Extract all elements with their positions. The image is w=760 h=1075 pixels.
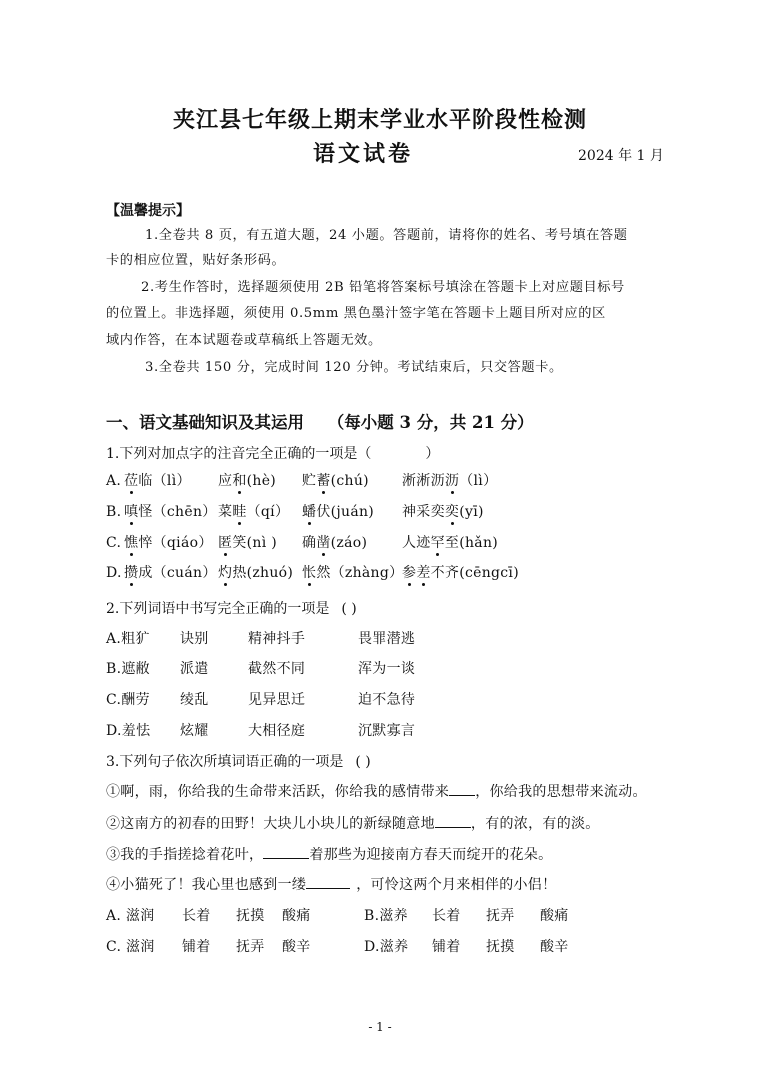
q3-c-4: 酸辛 <box>282 939 311 955</box>
q2-b-4: 浑为一谈 <box>358 661 416 677</box>
q1-option-b: B. 嗔怪（chēn）菜畦（qí） 蟠伏(juán) 神采奕奕(yī) <box>106 501 484 521</box>
q3-stem <box>106 751 371 771</box>
q3-s4-blank[interactable] <box>306 874 350 889</box>
q1-stem-text: 1.下列对加点字的注音完全正确的一项是（ <box>106 446 372 462</box>
q3-c-3: 抚弄 <box>236 939 265 955</box>
q3-a-1: A. 滋润 <box>106 908 155 924</box>
q3-sentence-1 <box>106 781 647 801</box>
q3-d-2: 铺着 <box>432 939 461 955</box>
q3-c-1: C. 滋润 <box>106 939 155 955</box>
tip-line-3: 2.考生作答时，选择题须使用 2B 铅笔将答案标号填涂在答题卡上对应题目标号 <box>141 280 625 295</box>
q2-a-1: A.粗犷 <box>106 631 150 647</box>
q2-d-2: 炫耀 <box>180 723 209 739</box>
tip-line-6: 3.全卷共 150 分，完成时间 120 分钟。考试结束后，只交答题卡。 <box>145 360 563 375</box>
tip-line-2: 卡的相应位置，贴好条形码。 <box>106 253 286 268</box>
q3-options-cd <box>106 936 569 956</box>
q2-b-2: 派遣 <box>180 661 209 677</box>
q3-s1-part-a: ①啊，雨，你给我的生命带来活跃，你给我的感情带来 <box>106 784 450 800</box>
q2-stem-text: 2.下列词语中书写完全正确的一项是 <box>106 601 330 617</box>
q2-c-3: 见异思迁 <box>248 692 306 708</box>
tip-line-5: 域内作答，在本试题卷或草稿纸上答题无效。 <box>106 333 382 348</box>
q2-option-c <box>106 689 415 709</box>
q3-paren: ( ) <box>355 754 371 770</box>
q3-s3-part-a: ③我的手指搓捻着花叶， <box>106 847 264 863</box>
q3-options-ab <box>106 905 569 925</box>
exam-title: 夹江县七年级上期末学业水平阶段性检测 <box>172 107 587 133</box>
q3-s2-part-a: ②这南方的初春的田野！大块儿小块儿的新绿随意地 <box>106 816 435 832</box>
tip-line-1: 1.全卷共 8 页，有五道大题，24 小题。答题前，请将你的姓名、考号填在答题 <box>145 228 628 243</box>
tip-line-4: 的位置上。非选择题，须使用 0.5mm 黑色墨汁签字笔在答题卡上题目所对应的区 <box>106 306 606 321</box>
q3-s2-part-b: ，有的浓，有的淡。 <box>470 816 600 832</box>
q3-a-4: 酸痛 <box>282 908 311 924</box>
q2-c-2: 绫乱 <box>180 692 209 708</box>
q2-stem <box>106 598 357 618</box>
q1-stem <box>106 443 439 463</box>
page-number: - 1 - <box>368 1020 392 1034</box>
q3-s3-part-b: 着那些为迎接南方春天而绽开的花朵。 <box>309 847 553 863</box>
q2-d-3: 大相径庭 <box>248 723 306 739</box>
q2-d-1: D.羞怯 <box>106 723 151 739</box>
q3-b-2: 长着 <box>432 908 461 924</box>
q2-d-4: 沉默寡言 <box>358 723 416 739</box>
q3-s1-blank[interactable] <box>449 781 475 796</box>
q3-b-3: 抚弄 <box>486 908 515 924</box>
q3-sentence-4 <box>106 874 556 894</box>
q2-c-1: C.酬劳 <box>106 692 150 708</box>
q1-option-d: D. 攒成（cuán）灼热(zhuó) 怅然（zhàng）参差不齐(cēngcī) <box>106 562 519 582</box>
q3-a-3: 抚摸 <box>236 908 265 924</box>
q2-a-3: 精神抖手 <box>248 631 306 647</box>
q3-a-2: 长着 <box>182 908 211 924</box>
q3-c-2: 铺着 <box>182 939 211 955</box>
q3-d-4: 酸辛 <box>540 939 569 955</box>
q3-s4-part-a: ④小猫死了！我心里也感到一缕 <box>106 877 307 893</box>
q1-paren-close: ） <box>425 446 440 462</box>
section-1-score: （每小题 3 分，共 21 分） <box>327 413 534 432</box>
section-1-title <box>106 409 534 433</box>
q2-paren: ( ) <box>341 601 357 617</box>
q3-b-1: B.滋养 <box>364 908 408 924</box>
q3-sentence-2 <box>106 813 600 833</box>
q3-sentence-3 <box>106 844 552 864</box>
section-1-name: 一、语文基础知识及其运用 <box>106 413 304 432</box>
q2-option-a <box>106 628 415 648</box>
q3-d-3: 抚摸 <box>486 939 515 955</box>
tips-heading: 【温馨提示】 <box>106 203 190 219</box>
q3-d-1: D.滋养 <box>364 939 409 955</box>
exam-subtitle: 语文试卷 <box>313 141 414 167</box>
q2-b-1: B.遮敝 <box>106 661 150 677</box>
q3-s1-part-b: ，你给我的思想带来流动。 <box>475 784 647 800</box>
exam-date: 2024 年 1 月 <box>578 148 664 164</box>
q2-c-4: 迫不急待 <box>358 692 416 708</box>
q2-option-d <box>106 720 415 740</box>
q2-a-2: 诀别 <box>180 631 209 647</box>
q2-option-b <box>106 658 415 678</box>
q1-option-c: C. 憔悴（qiáo） 匿笑(nì ) 确凿(záo) 人迹罕至(hǎn) <box>106 532 498 552</box>
q1-option-a: A. 莅临（lì） 应和(hè) 贮蓄(chú) 淅淅沥沥（lì） <box>106 470 497 490</box>
q3-stem-text: 3.下列句子依次所填词语正确的一项是 <box>106 754 344 770</box>
q3-b-4: 酸痛 <box>540 908 569 924</box>
q3-s3-blank[interactable] <box>263 844 309 859</box>
q2-b-3: 截然不同 <box>248 661 306 677</box>
q2-a-4: 畏罪潜逃 <box>358 631 416 647</box>
q3-s2-blank[interactable] <box>435 813 471 828</box>
q3-s4-part-b: ，可怜这两个月来相伴的小侣！ <box>356 877 557 893</box>
